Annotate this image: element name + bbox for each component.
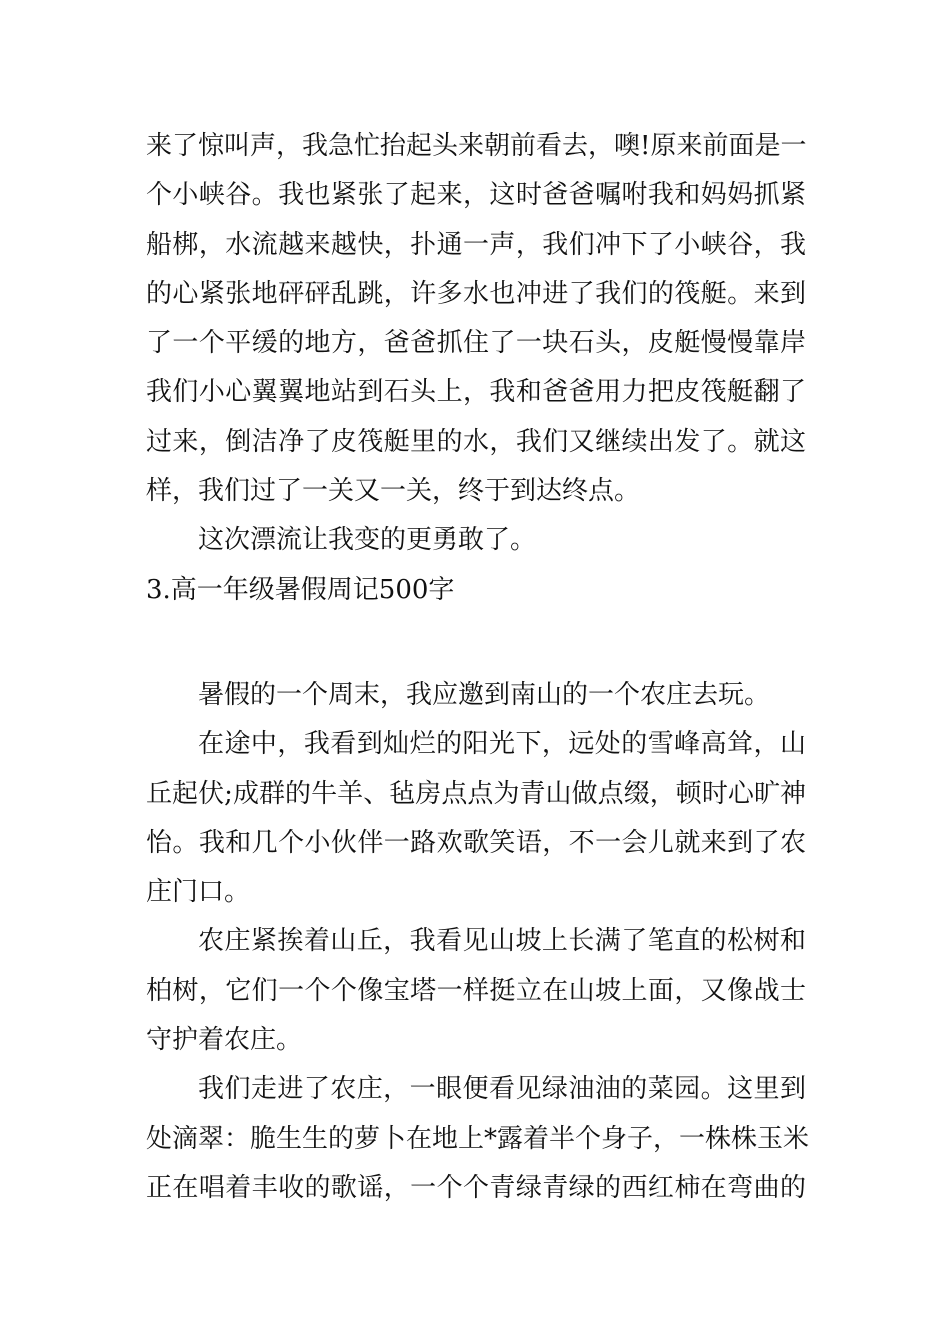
text-line: 处滴翠：脆生生的萝卜在地上*露着半个身子，一株株玉米 xyxy=(146,1123,810,1154)
paragraph-rafting-continued xyxy=(146,122,806,516)
document-body xyxy=(146,122,810,1213)
text-line: 柏树，它们一个个像宝塔一样挺立在山坡上面，又像战士 xyxy=(146,975,806,1006)
text-line: 怡。我和几个小伙伴一路欢歌笑语，不一会儿就来到了农 xyxy=(146,827,806,858)
spacer xyxy=(146,615,806,671)
text-line: 了一个平缓的地方，爸爸抓住了一块石头，皮艇慢慢靠岸 xyxy=(146,328,806,359)
text-line: 庄门口。 xyxy=(146,877,251,908)
text-line: 守护着农庄。 xyxy=(146,1025,303,1056)
text-line: 正在唱着丰收的歌谣，一个个青绿青绿的西红柿在弯曲的 xyxy=(146,1172,806,1203)
text-line: 的心紧张地砰砰乱跳，许多水也冲进了我们的筏艇。来到 xyxy=(146,278,806,309)
paragraph-garden xyxy=(146,1065,810,1213)
text-line: 个小峡谷。我也紧张了起来，这时爸爸嘱咐我和妈妈抓紧 xyxy=(146,180,806,211)
text-line: 在途中，我看到灿烂的阳光下，远处的雪峰高耸，山 xyxy=(198,729,806,760)
paragraph-trees xyxy=(146,917,806,1065)
paragraph-intro: 暑假的一个周末，我应邀到南山的一个农庄去玩。 xyxy=(198,679,771,710)
text-line: 我们走进了农庄，一眼便看见绿油油的菜园。这里到 xyxy=(198,1074,806,1105)
text-line: 过来，倒洁净了皮筏艇里的水，我们又继续出发了。就这 xyxy=(146,426,806,457)
section-heading: 3.高一年级暑假周记500字 xyxy=(146,574,455,605)
text-line: 丘起伏;成群的牛羊、毡房点点为青山做点缀，顿时心旷神 xyxy=(146,778,806,809)
text-line: 农庄紧挨着山丘，我看见山坡上长满了笔直的松树和 xyxy=(198,926,806,957)
paragraph-journey xyxy=(146,720,806,917)
text-line: 来了惊叫声，我急忙抬起头来朝前看去，噢!原来前面是一 xyxy=(146,131,807,161)
text-line: 船梆，水流越来越快，扑通一声，我们冲下了小峡谷，我 xyxy=(146,229,806,260)
text-line: 样，我们过了一关又一关，终于到达终点。 xyxy=(146,476,641,507)
paragraph-closing: 这次漂流让我变的更勇敢了。 xyxy=(198,525,537,556)
text-line: 我们小心翼翼地站到石头上，我和爸爸用力把皮筏艇翻了 xyxy=(146,377,806,408)
